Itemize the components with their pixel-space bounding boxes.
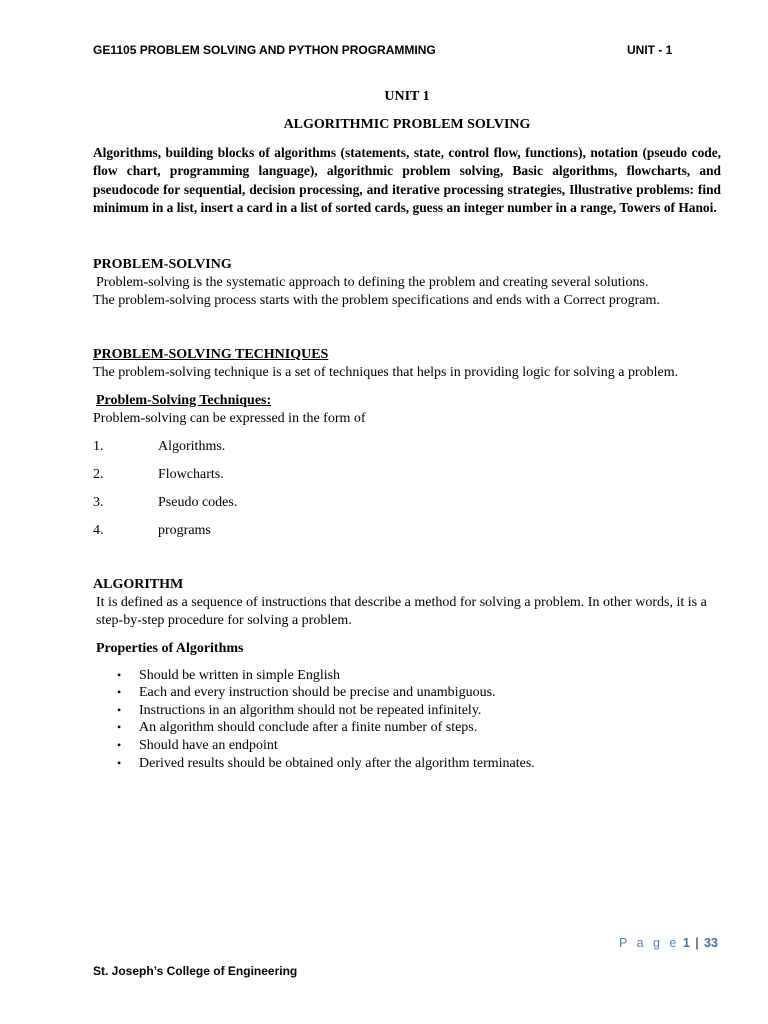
property-text: Should be written in simple English <box>139 667 341 683</box>
page-label: P a g e <box>619 936 680 950</box>
property-item <box>93 702 721 720</box>
property-item <box>93 737 721 755</box>
section-heading-algorithm: ALGORITHM <box>93 576 184 592</box>
list-item <box>93 438 721 456</box>
bullet-icon: • <box>117 702 122 717</box>
total-pages: 33 <box>704 936 718 950</box>
algorithm-definition: It is defined as a sequence of instructions that describe a method for solving a problem. In other words, it is a step-by-step procedure for solving a problem. <box>96 594 707 628</box>
bullet-icon: • <box>117 667 122 682</box>
properties-list <box>93 667 721 773</box>
chapter-title: ALGORITHMIC PROBLEM SOLVING <box>283 117 531 132</box>
property-text: Each and every instruction should be precise and unambiguous. <box>139 685 496 701</box>
current-page: 1 <box>682 936 690 950</box>
list-item-number: 2. <box>93 466 104 482</box>
list-item-number: 1. <box>93 438 104 454</box>
bullet-icon: • <box>117 755 122 770</box>
property-text: Should have an endpoint <box>139 738 278 753</box>
property-item <box>93 667 721 685</box>
bullet-icon: • <box>117 720 122 735</box>
property-text: Instructions in an algorithm should not be repeated infinitely. <box>139 702 482 718</box>
page-number <box>619 936 718 950</box>
problem-solving-definition: Problem-solving is the systematic approach to defining the problem and creating several solutions. <box>96 274 649 290</box>
course-title: GE1105 PROBLEM SOLVING AND PYTHON PROGRAMMING <box>93 43 436 57</box>
property-text: Derived results should be obtained only after the algorithm terminates. <box>139 755 535 771</box>
property-item <box>93 719 721 737</box>
section-heading-problem-solving: PROBLEM-SOLVING <box>93 256 232 272</box>
footer-institution: St. Joseph’s College of Engineering <box>93 964 298 978</box>
unit-label: UNIT - 1 <box>627 43 673 57</box>
techniques-list <box>93 438 721 540</box>
list-item-text: Flowcharts. <box>158 466 224 482</box>
list-item-number: 4. <box>93 522 104 538</box>
list-item <box>93 494 721 512</box>
problem-solving-process: The problem-solving process starts with the problem specifications and ends with a Correct program. <box>93 292 660 308</box>
list-item <box>93 466 721 484</box>
unit-title: UNIT 1 <box>384 89 430 104</box>
list-item-text: Algorithms. <box>158 438 226 454</box>
bullet-icon: • <box>117 685 122 700</box>
property-item <box>93 684 721 702</box>
bullet-icon: • <box>117 738 122 752</box>
section-heading-techniques: PROBLEM-SOLVING TECHNIQUES <box>93 346 329 362</box>
list-item-text: Pseudo codes. <box>158 494 238 510</box>
page-content <box>93 84 721 772</box>
properties-heading: Properties of Algorithms <box>96 640 244 656</box>
running-header <box>93 43 683 59</box>
list-item-number: 3. <box>93 494 104 510</box>
list-item-text: programs <box>158 522 211 538</box>
property-item <box>93 755 721 773</box>
syllabus-paragraph: Algorithms, building blocks of algorithms (statements, state, control flow, functions), notation (pseudo code, flow chart, programming language), algorithmic problem solving, Basic algorithms, flowcharts, and pseudocode for sequential, decision processing, and iterative processing strategies, Illustrative problems: find minimum in a list, insert a card in a list of sorted cards, guess an integer number in a range, Towers of Hanoi. <box>93 145 721 216</box>
techniques-intro: Problem-solving can be expressed in the form of <box>93 410 366 426</box>
techniques-definition: The problem-solving technique is a set of techniques that helps in providing logic for solving a problem. <box>93 364 679 380</box>
techniques-subheading: Problem-Solving Techniques: <box>96 392 272 408</box>
page-separator: | <box>695 936 699 950</box>
property-text: An algorithm should conclude after a finite number of steps. <box>139 720 478 736</box>
list-item <box>93 522 721 540</box>
